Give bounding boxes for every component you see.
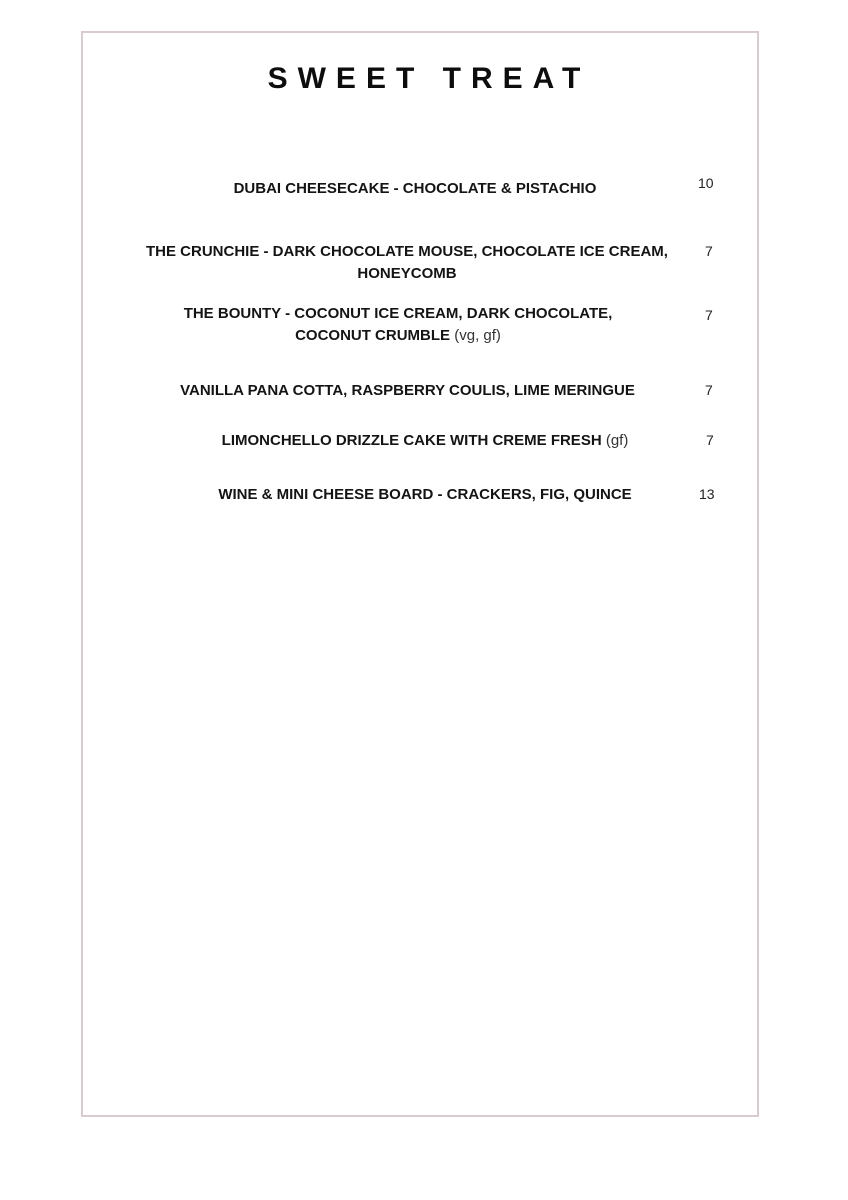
menu-item-price: 10 [698,175,714,191]
menu-item-pana-cotta [140,380,675,402]
menu-item-diet-tag: (gf) [605,432,629,449]
menu-item-name: THE CRUNCHIE - DARK CHOCOLATE MOUSE, CHOCOLATE ICE CREAM, HONEYCOMB [146,243,668,282]
menu-item-name: WINE & MINI CHEESE BOARD - CRACKERS, FIG, QUINCE [218,486,632,503]
menu-item-diet-tag: (vg, gf) [454,327,501,344]
menu-item-cheese-board [180,484,670,506]
menu-item-name: DUBAI CHEESECAKE - CHOCOLATE & PISTACHIO [233,180,597,197]
menu-item-price: 7 [705,243,713,259]
menu-item-limonchello-cake [180,430,670,452]
menu-item-price: 7 [705,307,713,323]
menu-item-name: VANILLA PANA COTTA, RASPBERRY COULIS, LIME MERINGUE [180,382,635,399]
menu-item-price: 7 [706,432,714,448]
menu-item-bounty [148,303,648,347]
menu-item-crunchie [112,241,702,285]
menu-item-name: LIMONCHELLO DRIZZLE CAKE WITH CREME FRESH [221,432,602,449]
menu-title: SWEET TREAT [267,62,591,95]
menu-item-dubai-cheesecake [180,178,650,200]
menu-item-name: THE BOUNTY - COCONUT ICE CREAM, DARK CHOCOLATE, COCONUT CRUMBLE [183,305,613,344]
menu-item-price: 13 [699,486,715,502]
menu-item-price: 7 [705,382,713,398]
